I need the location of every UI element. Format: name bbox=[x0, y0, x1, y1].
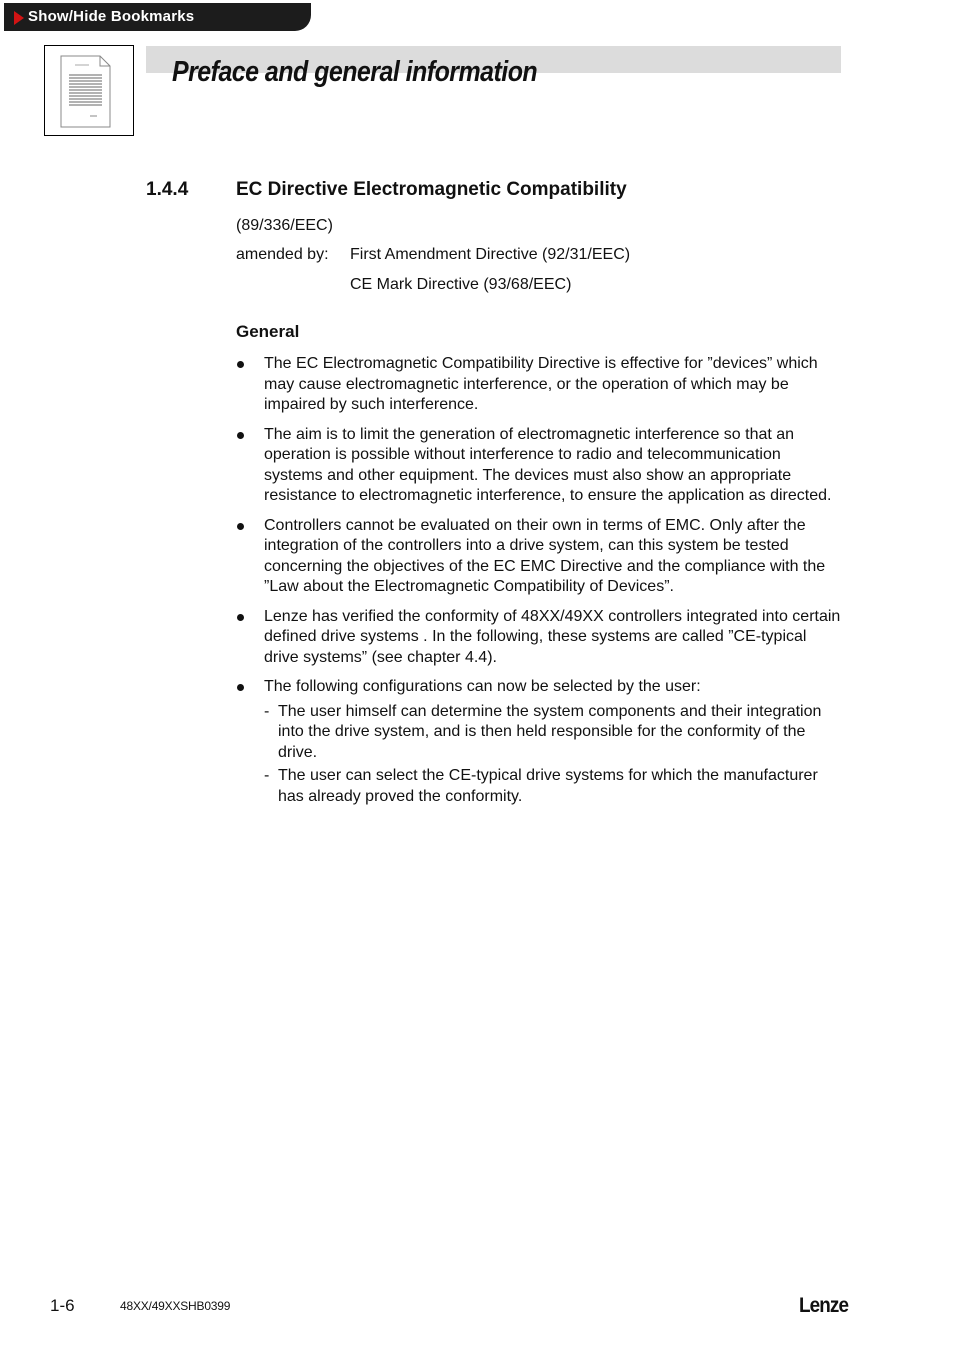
section-number: 1.4.4 bbox=[146, 179, 189, 200]
sub-bullet-list bbox=[264, 702, 841, 808]
sub-bullet-text: The user himself can determine the system components and their integration into the drive system, and is then held responsible for the conformity of the drive. bbox=[278, 702, 822, 761]
bullet-text: The following configurations can now be selected by the user: bbox=[264, 678, 701, 695]
list-item bbox=[236, 516, 841, 598]
amendment-1: First Amendment Directive (92/31/EEC) bbox=[350, 246, 631, 263]
document-icon bbox=[44, 45, 134, 136]
bullet-icon bbox=[237, 614, 244, 621]
list-item bbox=[236, 354, 841, 416]
bookmarks-label: Show/Hide Bookmarks bbox=[28, 8, 195, 25]
show-hide-bookmarks-button[interactable] bbox=[4, 3, 311, 31]
dash-icon: - bbox=[264, 702, 270, 720]
document-id: 48XX/49XXSHB0399 bbox=[120, 1299, 231, 1313]
bullet-text: The aim is to limit the generation of electromagnetic interference so that an operation is possible without interference to radio and telecommunication systems and other equipment. The devices must also show an appropriate resistance to electromagnetic interference, to ensure the application as directed. bbox=[264, 425, 832, 504]
section-title: EC Directive Electromagnetic Compatibility bbox=[236, 179, 627, 200]
bullet-text: The EC Electromagnetic Compatibility Directive is effective for ”devices” which may cause electromagnetic interference, or the operation of which may be impaired by such interference. bbox=[264, 355, 818, 413]
sub-list-item bbox=[264, 766, 841, 807]
list-item bbox=[236, 425, 841, 507]
page-number: 1-6 bbox=[50, 1296, 75, 1315]
general-bullet-list bbox=[236, 354, 841, 816]
list-item bbox=[236, 607, 841, 669]
bullet-icon bbox=[237, 523, 244, 530]
general-heading: General bbox=[236, 322, 300, 341]
bullet-text: Controllers cannot be evaluated on their own in terms of EMC. Only after the integration of the controllers into a drive system, can this system be tested concerning the objectives of the EC EMC Directive and the compliance with the ”Law about the Electromagnetic Compatibility of Devices”. bbox=[264, 516, 826, 595]
sub-bullet-text: The user can select the CE-typical drive systems for which the manufacturer has already proved the conformity. bbox=[278, 767, 818, 805]
amendment-2: CE Mark Directive (93/68/EEC) bbox=[350, 276, 572, 293]
amended-by-label: amended by: bbox=[236, 246, 329, 263]
directive-code: (89/336/EEC) bbox=[236, 217, 333, 234]
lenze-logo: Lenze bbox=[799, 1294, 849, 1317]
sub-list-item bbox=[264, 702, 841, 764]
bullet-icon bbox=[237, 361, 244, 368]
bullet-icon bbox=[237, 684, 244, 691]
bullet-icon bbox=[237, 432, 244, 439]
dash-icon: - bbox=[264, 767, 270, 784]
list-item bbox=[236, 677, 841, 807]
chapter-title: Preface and general information bbox=[172, 56, 538, 88]
bullet-text: Lenze has verified the conformity of 48XX/49XX controllers integrated into certain defined drive systems . In the following, these systems are called ”CE-typical drive systems” (see chapter 4.4). bbox=[264, 607, 841, 666]
arrow-right-icon bbox=[14, 11, 24, 25]
